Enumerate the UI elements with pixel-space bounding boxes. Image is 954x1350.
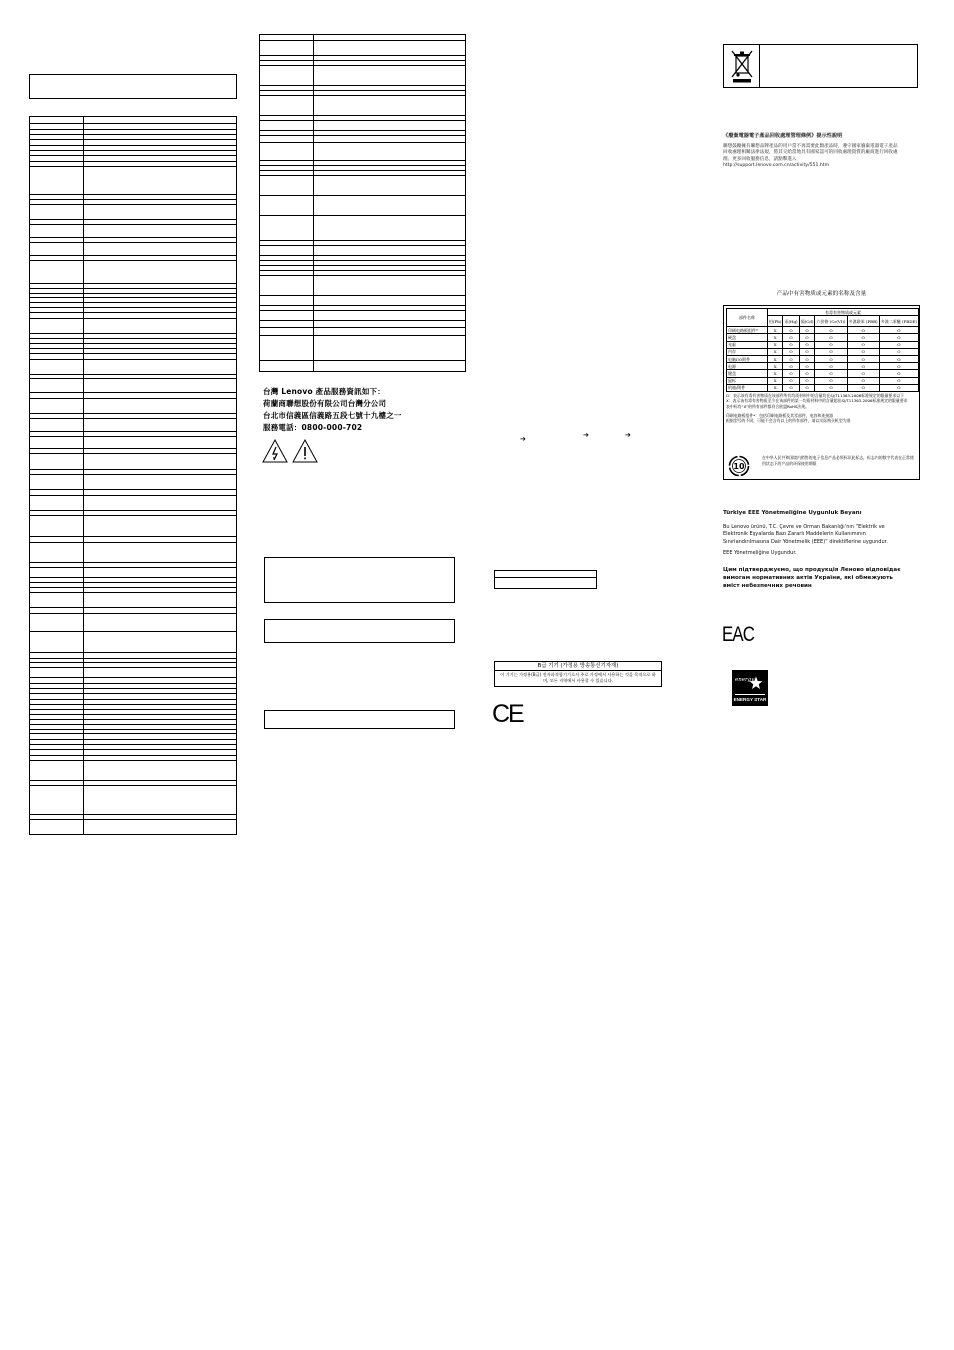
- rohs-value-cell: O: [879, 327, 918, 334]
- rohs-column-header: 多溴联苯 (PBB): [847, 316, 879, 327]
- rohs-value-cell: O: [815, 370, 847, 377]
- middle-table-row-line: [260, 60, 465, 61]
- ukraine-declaration: Цим підтверджуємо, що продукція Леново відповідає вимогам нормативних актів України, які обмежують вміст небезпечних речовин: [723, 567, 901, 589]
- left-table-row-line: [30, 658, 236, 659]
- left-table-row-line: [30, 688, 236, 689]
- middle-table-row-line: [260, 40, 465, 41]
- rohs-part-cell: 键盘: [727, 370, 768, 377]
- notice-box-2: [264, 619, 455, 643]
- rohs-value-cell: O: [879, 384, 918, 391]
- rohs-note-1: O：表示该有毒有害物质在该部件所有均质材料中的含量均在SJ/T11363-2006标准规定的限量要求以下: [726, 393, 904, 398]
- rohs-value-cell: X: [768, 363, 783, 370]
- middle-table-row-line: [260, 360, 465, 361]
- taiwan-service-info: [263, 386, 463, 434]
- left-table-row-line: [30, 224, 236, 225]
- middle-table-row-line: [260, 55, 465, 56]
- rohs-value-cell: O: [879, 341, 918, 348]
- china-weee-body: 聯想鼓勵擁有聯想品牌產品的用戶當不再需要此類產品時，遵守國家廢棄電器電子產品回收處理相關法律法規，將其交給當地具有國家認可的回收處理資質的廠商進行回收處理。更多回收服務信息，請點擊進入 http://support.lenovo.com.cn/activity/551.htm: [723, 144, 898, 168]
- left-table-row-line: [30, 297, 236, 298]
- rohs-value-cell: O: [799, 355, 815, 362]
- left-table-row-line: [30, 392, 236, 393]
- left-table-row-line: [30, 418, 236, 419]
- left-spec-table: [29, 116, 237, 835]
- middle-table-row-line: [260, 115, 465, 116]
- rohs-part-cell: 内存: [727, 348, 768, 355]
- middle-table-row-line: [260, 245, 465, 246]
- left-table-row-line: [30, 333, 236, 334]
- rohs-value-cell: X: [768, 384, 783, 391]
- rohs-table-title: 产品中有害物质或元素的名称及含量: [776, 291, 867, 297]
- left-table-row-line: [30, 667, 236, 668]
- middle-table-row-line: [260, 195, 465, 196]
- left-table-row-line: [30, 515, 236, 516]
- left-table-row-line: [30, 123, 236, 124]
- rohs-value-cell: O: [815, 384, 847, 391]
- middle-table-row-line: [260, 90, 465, 91]
- left-table-row-line: [30, 436, 236, 437]
- left-table-row-line: [30, 677, 236, 678]
- rohs-value-cell: O: [847, 334, 879, 341]
- left-table-row-line: [30, 592, 236, 593]
- left-table-row-line: [30, 683, 236, 684]
- rohs-value-cell: O: [879, 348, 918, 355]
- arrow-1-icon: ➔: [520, 435, 526, 443]
- left-table-row-line: [30, 744, 236, 745]
- middle-table-row-line: [260, 170, 465, 171]
- left-table-row-line: [30, 204, 236, 205]
- rohs-note-2: X：表示该有毒有害物质至少在该部件的某一均质材料中的含量超出SJ/T11363-2006标准规定的限量要求: [726, 398, 908, 404]
- rohs-value-cell: O: [879, 377, 918, 384]
- rohs-value-cell: O: [847, 327, 879, 334]
- left-table-row-line: [30, 283, 236, 284]
- rohs-part-cell: 机箱/附件: [727, 384, 768, 391]
- left-table-row-line: [30, 814, 236, 815]
- small-table: [494, 570, 597, 589]
- left-table-row-line: [30, 288, 236, 289]
- rohs-value-cell: O: [879, 363, 918, 370]
- rohs-table: [726, 308, 919, 392]
- turkey-title: Türkiye EEE Yönetmeliğine Uygunluk Beyanı: [723, 510, 862, 516]
- weee-box-divider: [759, 45, 760, 87]
- korea-body: 이 기기는 가정용(B급) 전자파적합기기로서 주로 가정에서 사용하는 것을 목적으로 하며, 모든 지역에서 사용할 수 있습니다.: [500, 672, 656, 683]
- left-table-row-line: [30, 139, 236, 140]
- left-table-row-line: [30, 780, 236, 781]
- rohs-part-cell: 光驱: [727, 341, 768, 348]
- rohs-part-cell: 电源: [727, 363, 768, 370]
- rohs-value-cell: X: [768, 327, 783, 334]
- rohs-part-cell: 电脑I/O附件: [727, 355, 768, 362]
- left-table-row-line: [30, 714, 236, 715]
- rohs-value-cell: O: [783, 377, 799, 384]
- caution-warning-icon: [292, 439, 318, 463]
- china-weee-notice: [723, 133, 898, 169]
- taiwan-line-4: 服務電話：0800-000-702: [263, 423, 363, 432]
- left-table-row-line: [30, 166, 236, 167]
- electric-shock-warning-icon: [262, 439, 288, 463]
- star-icon: [749, 676, 763, 690]
- middle-table-row-line: [260, 327, 465, 328]
- rohs-value-cell: O: [799, 384, 815, 391]
- left-table-row-line: [30, 219, 236, 220]
- left-table-row-line: [30, 237, 236, 238]
- left-table-row-line: [30, 733, 236, 734]
- left-table-row-line: [30, 699, 236, 700]
- rohs-value-cell: O: [783, 355, 799, 362]
- rohs-row: [727, 363, 919, 370]
- left-table-row-line: [30, 431, 236, 432]
- rohs-note-4: 印刷电路板组件*：包括印刷电路板及其零部件、电容和连接器: [726, 412, 833, 418]
- notice-box-3: [264, 710, 455, 729]
- left-table-row-line: [30, 652, 236, 653]
- middle-table-row-line: [260, 135, 465, 136]
- rohs-row: [727, 370, 919, 377]
- left-table-row-line: [30, 312, 236, 313]
- left-table-row-line: [30, 819, 236, 820]
- left-table-row-line: [30, 318, 236, 319]
- rohs-value-cell: X: [768, 370, 783, 377]
- rohs-value-cell: O: [879, 355, 918, 362]
- left-table-row-line: [30, 150, 236, 151]
- middle-table-row-line: [260, 165, 465, 166]
- rohs-value-cell: O: [879, 370, 918, 377]
- rohs-row: [727, 377, 919, 384]
- energy-star-underline: [735, 694, 765, 695]
- rohs-value-cell: O: [847, 341, 879, 348]
- rohs-column-header: 多溴二苯醚 (PBDE): [879, 316, 918, 327]
- taiwan-line-3: 台北市信義區信義路五段七號十九樓之一: [263, 411, 402, 420]
- middle-table-row-line: [260, 142, 465, 143]
- rohs-value-cell: O: [799, 377, 815, 384]
- rohs-value-cell: O: [847, 355, 879, 362]
- middle-table-row-line: [260, 95, 465, 96]
- left-table-row-line: [30, 161, 236, 162]
- rohs-row: [727, 334, 919, 341]
- left-table-row-line: [30, 587, 236, 588]
- rohs-table-container: [723, 305, 920, 480]
- left-table-row-line: [30, 293, 236, 294]
- rohs-part-cell: 鼠标: [727, 377, 768, 384]
- epup-number: 10: [733, 461, 745, 471]
- left-table-row-line: [30, 567, 236, 568]
- left-table-row-line: [30, 760, 236, 761]
- small-table-divider: [495, 577, 596, 578]
- left-table-row-line: [30, 709, 236, 710]
- rohs-value-cell: O: [815, 363, 847, 370]
- middle-table-row-line: [260, 265, 465, 266]
- rohs-value-cell: O: [799, 370, 815, 377]
- epup-text: 在中华人民共和国境内销售的电子信息产品必须标识此标志，标志内的数字代表在正常使用状态下的产品的环保使用期限: [762, 455, 914, 466]
- rohs-column-header: 铅(Pb): [768, 316, 783, 327]
- arrow-3-icon: ➔: [625, 431, 631, 439]
- left-table-row-line: [30, 724, 236, 725]
- rohs-row: [727, 341, 919, 348]
- middle-table-row-line: [260, 215, 465, 216]
- rohs-column-header: 镉(Cd): [799, 316, 815, 327]
- left-table-row-line: [30, 613, 236, 614]
- rohs-row: [727, 355, 919, 362]
- middle-table-row-line: [260, 255, 465, 256]
- left-table-row-line: [30, 582, 236, 583]
- left-table-row-line: [30, 448, 236, 449]
- left-table-row-line: [30, 398, 236, 399]
- left-table-row-line: [30, 453, 236, 454]
- rohs-notes: [726, 393, 919, 423]
- left-table-row-line: [30, 662, 236, 663]
- ce-mark-icon: CE: [492, 700, 523, 728]
- turkey-body-1: Bu Lenovo ürünü, T.C. Çevre ve Orman Bakanlığı’nın “Elektrik ve Elektronik Eşyalarda Bazı Zararlı Maddelerin Kullanımının Sınırlandırılmasına Dair Yönetmelik (EEE)” direktiflerine uygundur.: [723, 523, 888, 545]
- left-table-row-line: [30, 155, 236, 156]
- left-table-row-line: [30, 739, 236, 740]
- left-table-row-line: [30, 729, 236, 730]
- rohs-row: [727, 384, 919, 391]
- eac-mark-icon: EAC: [722, 623, 755, 646]
- rohs-value-cell: X: [768, 355, 783, 362]
- middle-table-row-line: [260, 175, 465, 176]
- middle-table-row-line: [260, 275, 465, 276]
- middle-table-row-line: [260, 120, 465, 121]
- left-table-row-line: [30, 577, 236, 578]
- left-table-row-line: [30, 302, 236, 303]
- middle-spec-table: [259, 34, 466, 372]
- left-table-row-line: [30, 693, 236, 694]
- rohs-part-cell: 硬盘: [727, 334, 768, 341]
- left-table-row-line: [30, 145, 236, 146]
- rohs-value-cell: O: [783, 348, 799, 355]
- korea-class-b-box: [494, 661, 662, 687]
- left-table-row-line: [30, 134, 236, 135]
- rohs-column-header: 六价铬 (Cr(VI)): [815, 316, 847, 327]
- rohs-header-group: 有毒有害物质或元素: [768, 309, 919, 316]
- left-table-row-line: [30, 469, 236, 470]
- left-table-row-line: [30, 785, 236, 786]
- left-table-row-line: [30, 755, 236, 756]
- left-table-row-line: [30, 474, 236, 475]
- korea-title: B급 기기 (가정용 방송통신기자재): [537, 663, 619, 669]
- rohs-value-cell: O: [799, 341, 815, 348]
- left-table-row-line: [30, 413, 236, 414]
- middle-table-row-line: [260, 130, 465, 131]
- left-table-row-line: [30, 199, 236, 200]
- turkey-body-2: EEE Yönetmeliğine Uygundur.: [723, 550, 797, 557]
- left-table-row-line: [30, 489, 236, 490]
- left-table-row-line: [30, 719, 236, 720]
- rohs-value-cell: O: [847, 384, 879, 391]
- rohs-row: [727, 327, 919, 334]
- rohs-note-3: 表中标有“X”的所有部件都符合欧盟RoHS法规。: [726, 403, 809, 409]
- rohs-value-cell: O: [815, 327, 847, 334]
- left-table-row-line: [30, 242, 236, 243]
- rohs-value-cell: O: [815, 341, 847, 348]
- rohs-value-cell: O: [847, 370, 879, 377]
- crossed-out-bin-icon: [729, 48, 755, 84]
- taiwan-line-2: 荷蘭商聯想股份有限公司台灣分公司: [263, 399, 387, 408]
- rohs-value-cell: X: [768, 341, 783, 348]
- left-table-row-line: [30, 542, 236, 543]
- left-table-row-line: [30, 378, 236, 379]
- rohs-value-cell: O: [847, 363, 879, 370]
- middle-table-row-line: [260, 310, 465, 311]
- rohs-value-cell: O: [783, 384, 799, 391]
- epup-10-icon: [728, 455, 750, 477]
- middle-table-row-line: [260, 270, 465, 271]
- rohs-value-cell: O: [783, 363, 799, 370]
- taiwan-line-1: 台灣 Lenovo 產品服務資訊如下：: [263, 387, 385, 396]
- rohs-value-cell: O: [815, 334, 847, 341]
- left-table-row-line: [30, 338, 236, 339]
- left-table-row-line: [30, 255, 236, 256]
- left-table-row-line: [30, 359, 236, 360]
- rohs-note-5: 根据型号的不同，可能不会含有以上的所有部件，请以实际购买机型为准: [726, 418, 851, 424]
- left-table-row-line: [30, 536, 236, 537]
- middle-table-row-line: [260, 240, 465, 241]
- rohs-value-cell: X: [768, 377, 783, 384]
- left-table-row-line: [30, 495, 236, 496]
- middle-table-row-line: [260, 335, 465, 336]
- left-table-row-line: [30, 510, 236, 511]
- middle-table-row-line: [260, 65, 465, 66]
- left-table-row-line: [30, 749, 236, 750]
- rohs-value-cell: O: [815, 348, 847, 355]
- left-table-row-line: [30, 343, 236, 344]
- rohs-header-part: 部件名称: [727, 309, 768, 327]
- rohs-value-cell: O: [847, 377, 879, 384]
- rohs-value-cell: O: [799, 363, 815, 370]
- left-table-row-line: [30, 374, 236, 375]
- rohs-value-cell: O: [799, 327, 815, 334]
- weee-box: [723, 44, 918, 88]
- energy-star-label: ENERGY STAR: [733, 697, 767, 702]
- middle-table-row-line: [260, 320, 465, 321]
- left-table-row-line: [30, 194, 236, 195]
- left-table-row-line: [30, 353, 236, 354]
- rohs-part-cell: 印刷电路板组件*: [727, 327, 768, 334]
- left-table-row-line: [30, 631, 236, 632]
- middle-table-row-line: [260, 260, 465, 261]
- rohs-value-cell: O: [799, 348, 815, 355]
- middle-table-row-line: [260, 85, 465, 86]
- left-table-row-line: [30, 129, 236, 130]
- rohs-row: [727, 348, 919, 355]
- left-table-row-line: [30, 704, 236, 705]
- left-table-row-line: [30, 562, 236, 563]
- china-weee-title: 《廢棄電器電子產品回收處理管理條例》提示性說明: [723, 133, 843, 139]
- left-table-row-line: [30, 607, 236, 608]
- rohs-value-cell: O: [783, 370, 799, 377]
- notice-box-1: [264, 557, 455, 603]
- rohs-value-cell: O: [847, 348, 879, 355]
- left-table-row-line: [30, 307, 236, 308]
- rohs-value-cell: O: [879, 334, 918, 341]
- rohs-value-cell: O: [783, 341, 799, 348]
- korea-divider: [495, 670, 661, 671]
- rohs-value-cell: O: [815, 377, 847, 384]
- left-table-row-line: [30, 260, 236, 261]
- rohs-value-cell: O: [783, 334, 799, 341]
- middle-table-row-line: [260, 295, 465, 296]
- left-table-row-line: [30, 348, 236, 349]
- rohs-value-cell: X: [768, 348, 783, 355]
- rohs-value-cell: O: [783, 327, 799, 334]
- energy-star-logo: [732, 670, 768, 706]
- rohs-value-cell: X: [768, 334, 783, 341]
- rohs-value-cell: O: [815, 355, 847, 362]
- energy-star-word: energy: [735, 677, 755, 683]
- left-header-box: [29, 74, 237, 99]
- rohs-value-cell: O: [799, 334, 815, 341]
- rohs-column-header: 汞(Hg): [783, 316, 799, 327]
- middle-table-row-line: [260, 305, 465, 306]
- arrow-2-icon: ➔: [583, 431, 589, 439]
- middle-table-row-line: [260, 160, 465, 161]
- turkey-eee-declaration: [723, 510, 903, 558]
